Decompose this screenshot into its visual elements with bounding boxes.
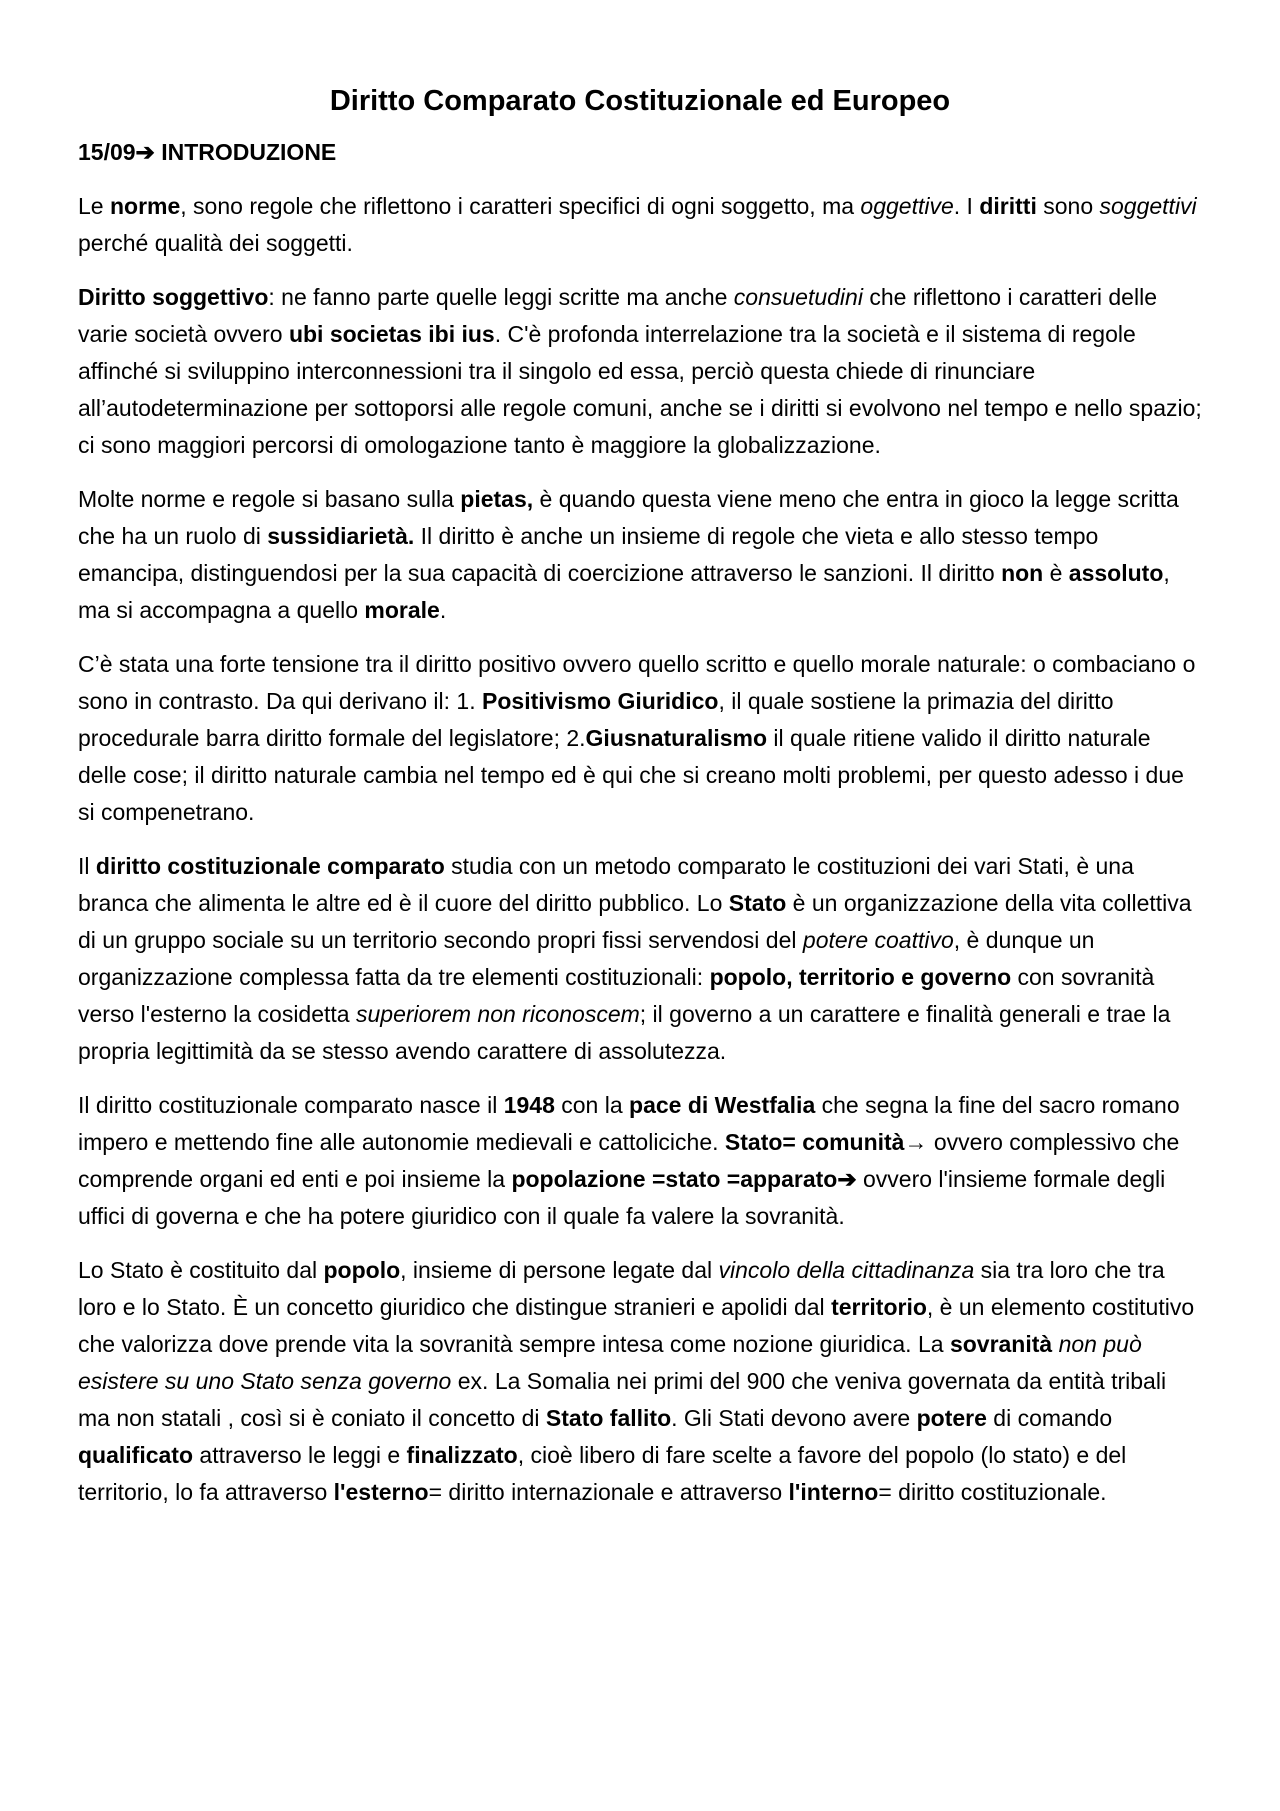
text-run: potere (916, 1405, 987, 1431)
text-run: , cioè libero di fare scelte a favore del popolo (lo stato) e del territorio, lo fa attraverso (78, 1442, 1127, 1505)
text-run: vincolo della cittadinanza (718, 1257, 975, 1283)
paragraph-4 (78, 646, 1202, 831)
text-run: : ne fanno parte quelle leggi scritte ma anche (268, 284, 734, 310)
text-run: ; il governo a un carattere e finalità generali e trae la propria legittimità da se stesso avendo carattere di assolutezza. (78, 1001, 1171, 1064)
text-run: . I (953, 193, 980, 219)
text-run: , è un elemento costitutivo che valorizza dove prende vita la sovranità sempre intesa come nozione giuridica. La (78, 1294, 1195, 1357)
text-run: , ma si accompagna a quello (78, 560, 1170, 623)
text-run: consuetudini (733, 284, 863, 310)
text-run: , il quale sostiene la primazia del diritto procedurale barra diritto formale del legislatore; 2. (78, 688, 1114, 751)
text-run: non (1001, 560, 1044, 586)
text-run: ubi societas ibi ius (288, 321, 495, 347)
text-run: Il diritto è anche un insieme di regole che vieta e allo stesso tempo emancipa, distinguendosi per la sua capacità di coercizione attraverso le sanzioni. Il diritto (78, 523, 1099, 586)
paragraph-5 (78, 848, 1202, 1070)
paragraph-2 (78, 279, 1202, 464)
paragraph-7 (78, 1252, 1202, 1511)
text-run: = diritto costituzionale. (878, 1479, 1107, 1505)
text-run: Giusnaturalismo (585, 725, 768, 751)
text-run: superiorem non riconoscem (355, 1001, 640, 1027)
text-run: C’è stata una forte tensione tra il diritto positivo ovvero quello scritto e quello morale naturale: o combaciano o sono in contrasto. Da qui derivano il: 1. (78, 651, 1196, 714)
text-run: oggettive (860, 193, 954, 219)
text-run: l'esterno (333, 1479, 429, 1505)
text-run: diritti (979, 193, 1037, 219)
text-run: pace di Westfalia (629, 1092, 816, 1118)
text-run: è (1043, 560, 1069, 586)
document-body (78, 188, 1202, 1511)
text-run: norme (109, 193, 181, 219)
text-run: non può esistere su uno Stato senza governo (78, 1331, 1142, 1394)
text-run: . Gli Stati devono avere (671, 1405, 917, 1431)
text-run: Lo Stato è costituito dal (78, 1257, 324, 1283)
text-run: , è dunque un organizzazione complessa fatta da tre elementi costituzionali: (78, 927, 1095, 990)
text-run: ovvero l'insieme formale degli uffici di governa e che ha potere giuridico con il quale fa valere la sovranità. (78, 1166, 1166, 1229)
text-run: ex. La Somalia nei primi del 900 che veniva governata da entità tribali ma non statali , così si è coniato il concetto di (78, 1368, 1167, 1431)
paragraph-3 (78, 481, 1202, 629)
paragraph-1 (78, 188, 1202, 262)
text-run: 1948 (503, 1092, 555, 1118)
text-run: sovranità (949, 1331, 1053, 1357)
text-run: potere coattivo (802, 927, 954, 953)
text-run: l'interno (788, 1479, 879, 1505)
text-run: territorio (831, 1294, 927, 1320)
text-run: Diritto soggettivo (78, 284, 269, 310)
text-run: sussidiarietà. (267, 523, 415, 549)
text-run: pietas, (460, 486, 534, 512)
text-run: soggettivi (1099, 193, 1197, 219)
text-run: qualificato (78, 1442, 194, 1468)
text-run: Le (78, 193, 110, 219)
text-run: Stato (728, 890, 787, 916)
text-run: Il diritto costituzionale comparato nasce il (78, 1092, 504, 1118)
text-run: popolo, territorio e governo (709, 964, 1012, 990)
document-title: Diritto Comparato Costituzionale ed Europeo (329, 85, 951, 117)
text-run: è un organizzazione della vita collettiva di un gruppo sociale su un territorio secondo propri fissi servendosi del (78, 890, 1192, 953)
text-run: sia tra loro che tra loro e lo Stato. È un concetto giuridico che distingue stranieri e apolidi dal (78, 1257, 1165, 1320)
paragraph-6 (78, 1087, 1202, 1235)
text-run: . (439, 597, 447, 623)
text-run: popolo (323, 1257, 401, 1283)
text-run: è quando questa viene meno che entra in gioco la legge scritta che ha un ruolo di (78, 486, 1179, 549)
text-run: assoluto (1068, 560, 1164, 586)
text-run: con sovranità verso l'esterno la cosidetta (78, 964, 1155, 1027)
text-run: Molte norme e regole si basano sulla (78, 486, 461, 512)
text-run: attraverso le leggi e (193, 1442, 407, 1468)
text-run: Stato fallito (545, 1405, 672, 1431)
text-run: = diritto internazionale e attraverso (428, 1479, 789, 1505)
text-run: con la (554, 1092, 630, 1118)
text-run: che segna la fine del sacro romano impero e mettendo fine alle autonomie medievali e cattoliciche. (78, 1092, 1180, 1155)
text-run: che riflettono i caratteri delle varie società ovvero (78, 284, 1157, 347)
text-run: studia con un metodo comparato le costituzioni dei vari Stati, è una branca che alimenta le altre ed è il cuore del diritto pubblico. Lo (78, 853, 1134, 916)
text-run: perché qualità dei soggetti. (78, 230, 353, 256)
text-run: ovvero complessivo che comprende organi ed enti e poi insieme la (78, 1129, 1180, 1192)
text-run: finalizzato (406, 1442, 518, 1468)
text-run: morale (364, 597, 440, 623)
text-run: . C'è profonda interrelazione tra la società e il sistema di regole affinché si sviluppino interconnessioni tra il singolo ed essa, perciò questa chiede di rinunciare all’autodeterminazione per sottoporsi alle regole comuni, anche se i diritti si evolvono nel tempo e nello spazio; ci sono maggiori percorsi di omologazione tanto è maggiore la globalizzazione. (78, 321, 1202, 458)
text-run: Il (78, 853, 96, 879)
text-run: Positivismo Giuridico (482, 688, 719, 714)
text-run: sono (1036, 193, 1100, 219)
section-heading: 15/09➔ INTRODUZIONE (78, 139, 337, 165)
text-run: di comando (986, 1405, 1113, 1431)
text-run: il quale ritiene valido il diritto naturale delle cose; il diritto naturale cambia nel tempo ed è qui che si creano molti problemi, per questo adesso i due si compenetrano. (78, 725, 1184, 825)
text-run: diritto costituzionale comparato (95, 853, 445, 879)
text-run: , insieme di persone legate dal (400, 1257, 719, 1283)
text-run: Stato= comunità→ (724, 1129, 928, 1155)
text-run: , sono regole che riflettono i caratteri specifici di ogni soggetto, ma (180, 193, 861, 219)
text-run: popolazione =stato =apparato➔ (511, 1166, 857, 1192)
